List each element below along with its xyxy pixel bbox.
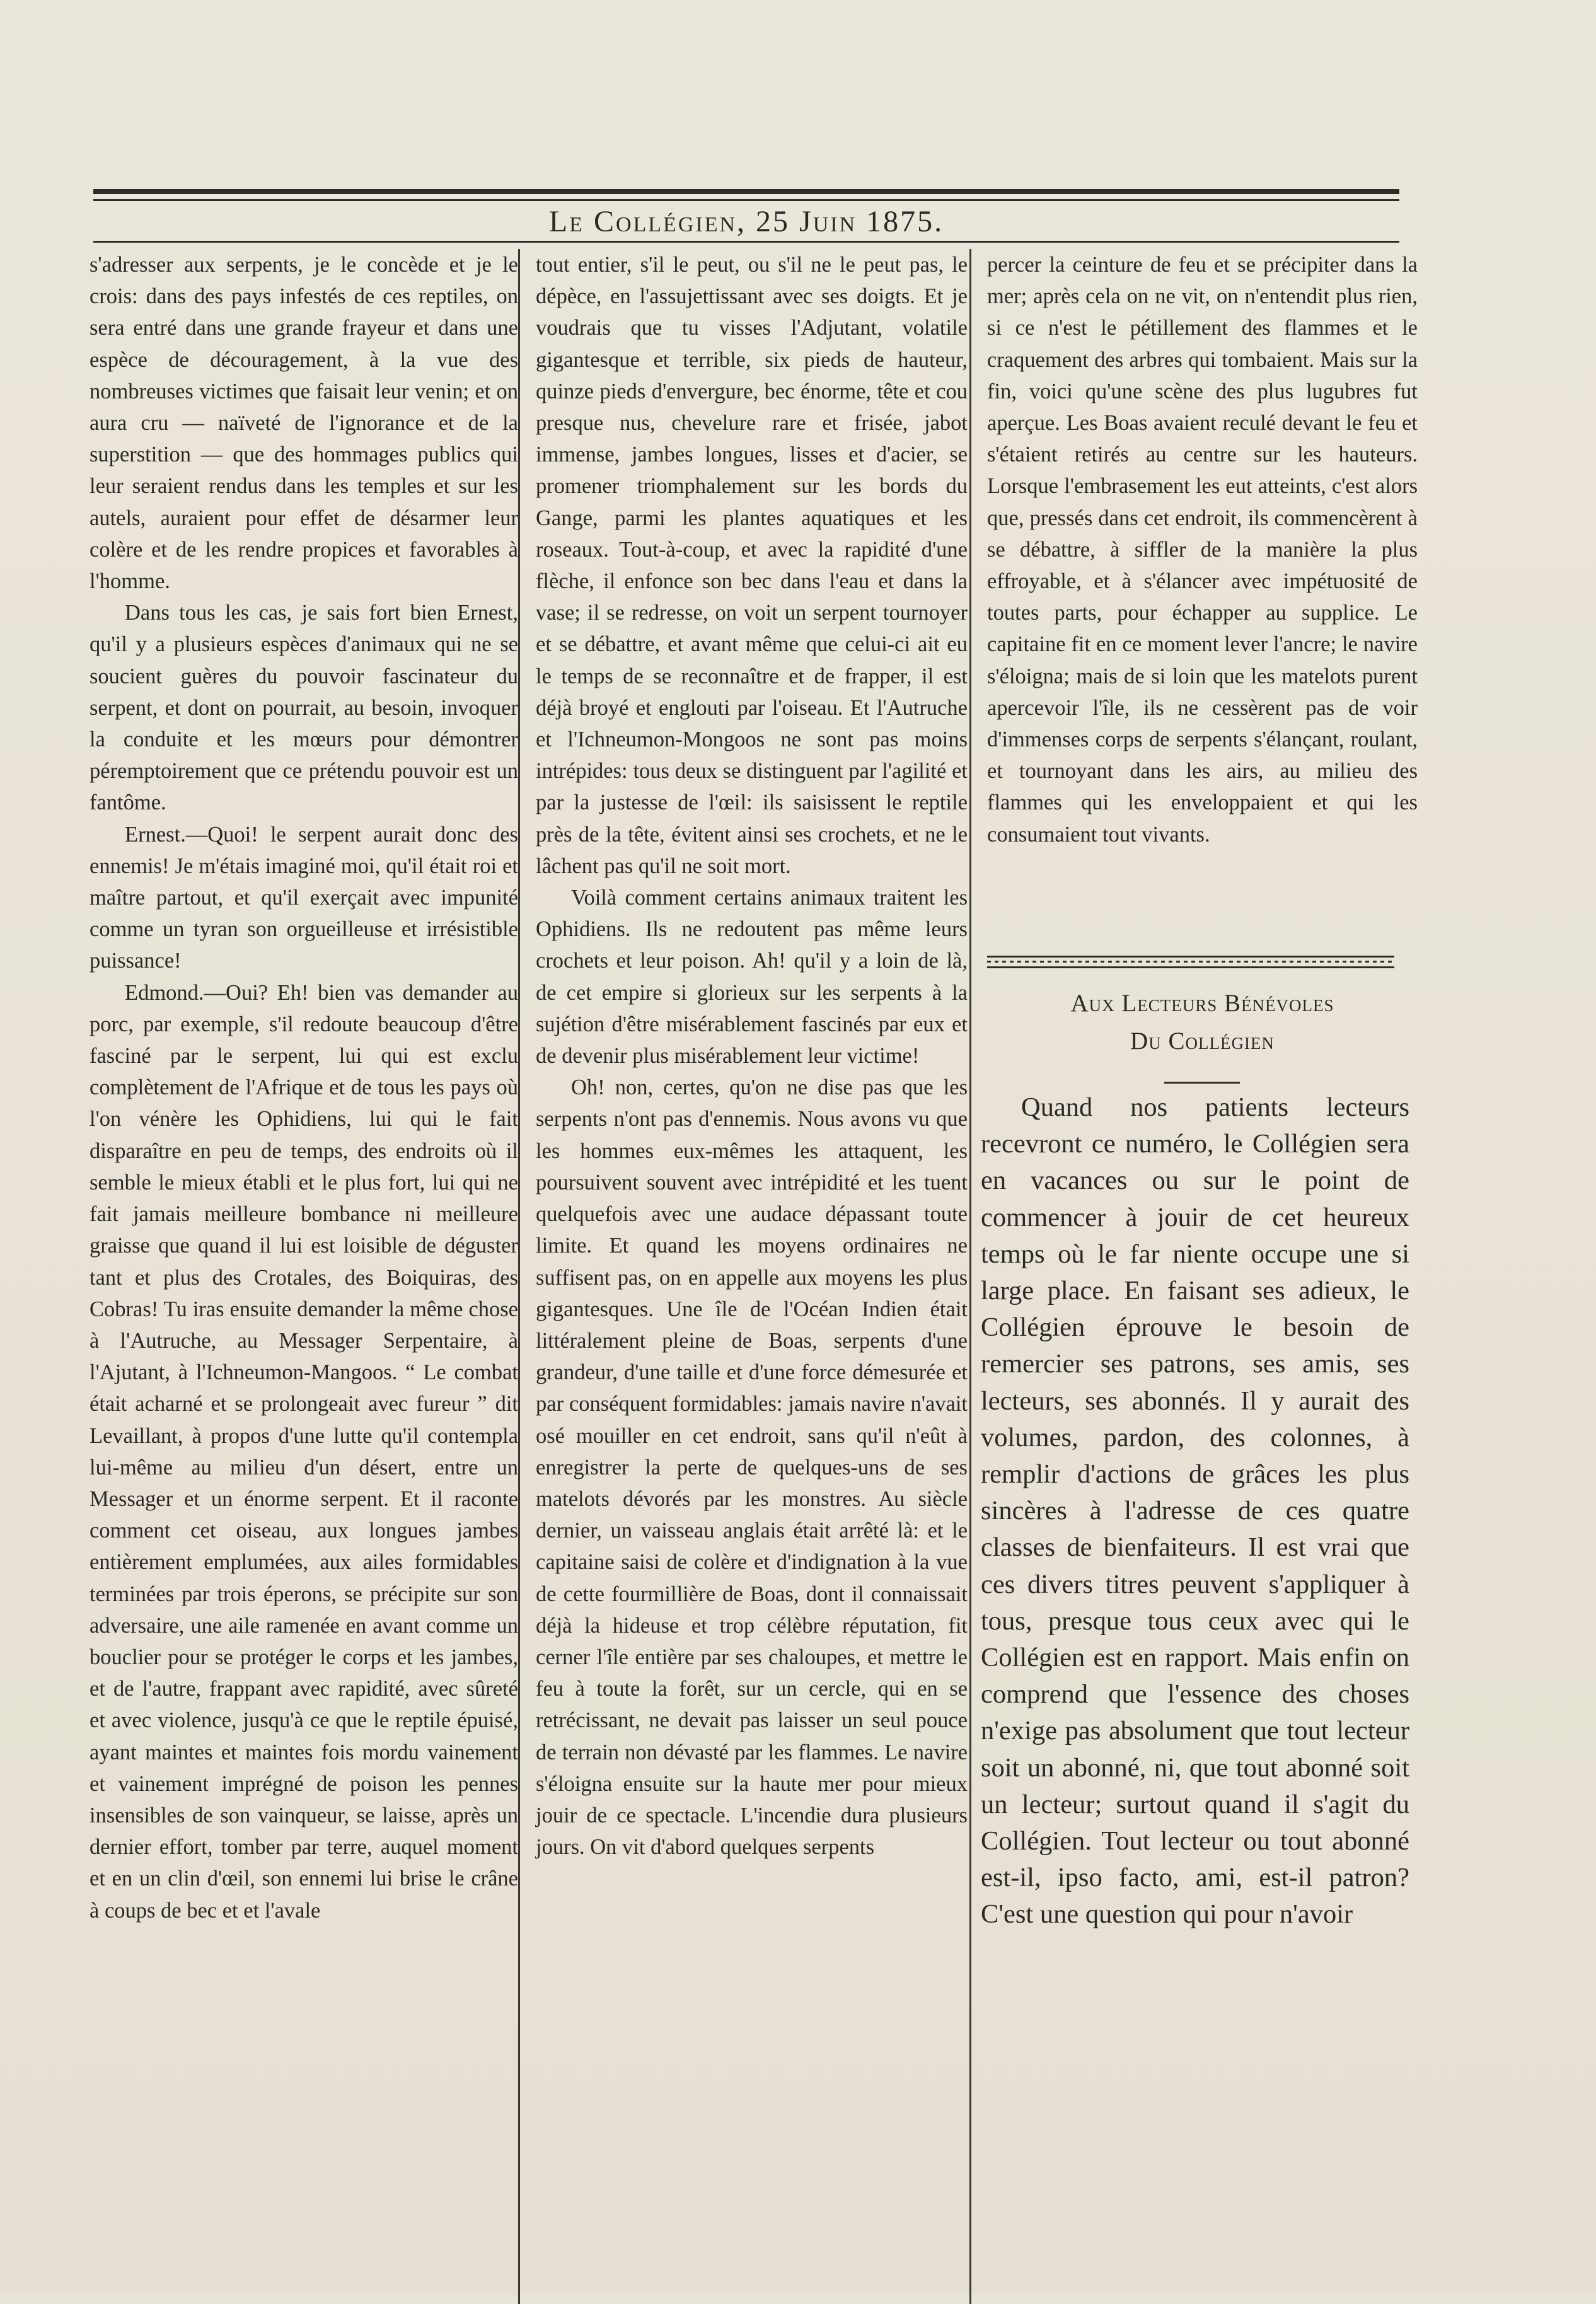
paragraph: percer la ceinture de feu et se précipiter dans la mer; après cela on ne vit, on n'entendit plus rien, si ce n'est le pétillement des flammes et le craquement des arbres qui tombaient. Mais sur la fin, voici qu'une scène des plus lugubres fut aperçue. Les Boas avaient reculé devant le feu et s'étaient retirés au centre sur les hauteurs. Lorsque l'embrasement les eut atteints, c'est alors que, pressés dans cet endroit, ils commencèrent à se débattre, à siffler de la manière la plus effroyable, et à s'élancer avec impétuosité de toutes parts, pour échapper au supplice. Le capitaine fit en ce moment lever l'ancre; le navire s'éloigna; mais de si loin que les matelots purent apercevoir l'île, ils ne cessèrent pas de voir d'immenses corps de serpents s'élançant, roulant, et tournoyant dans les airs, au milieu des flammes qui les enveloppaient et qui les consumaient tout vivants. xyxy=(987,253,1418,847)
column-2 xyxy=(536,249,968,1863)
column-1 xyxy=(90,249,518,1926)
article-body xyxy=(981,1089,1409,1933)
paragraph: Voilà comment certains animaux traitent les Ophidiens. Ils ne redoutent pas même leurs crochets et leur poison. Ah! qu'il y a loin de là, de cet empire si glorieux sur les serpents à la sujétion d'être misérablement fascinés par eux et de devenir plus misérablement leur victime! xyxy=(536,886,968,1068)
column-3 xyxy=(987,249,1418,850)
header-thick-rule xyxy=(93,189,1399,194)
paragraph: Ernest.—Quoi! le serpent aurait donc des ennemis! Je m'étais imaginé moi, qu'il était roi et maître partout, et qu'il exerçait avec impunité comme un tyran son orgueilleuse et irrésistible puissance! xyxy=(90,822,518,973)
article-title xyxy=(987,985,1418,1060)
title-underline xyxy=(1164,1082,1240,1084)
paragraph: Edmond.—Oui? Eh! bien vas demander au porc, par exemple, s'il redoute beaucoup d'être fasciné par le serpent, lui qui est exclu complètement de l'Afrique et de tous les pays où l'on vénère les Ophidiens, lui qui le fait disparaître en peu de temps, des endroits où il semble le mieux établi et le plus fort, lui qui ne fait jamais meilleure bombance ni meilleure graisse que quand il lui est loisible de déguster tant et plus des Crotales, des Boiquiras, des Cobras! Tu iras ensuite demander la même chose à l'Autruche, au Messager Serpentaire, à l'Ajutant, à l'Ichneumon-Mangoos. “ Le combat était acharné et se prolongeait avec fureur ” dit Levaillant, à propos d'une lutte qu'il contempla lui-même au milieu d'un désert, entre un Messager et un énorme serpent. Et il raconte comment cet oiseau, aux longues jambes entièrement emplumées, aux ailes formidables terminées par trois éperons, se précipite sur son adversaire, une aile ramenée en avant comme un bouclier pour se protéger le corps et les jambes, et de l'autre, frappant avec rapidité, avec sûreté et avec violence, jusqu'à ce que le reptile épuisé, ayant maintes et maintes fois mordu vainement et vainement imprégné de poison les pennes insensibles de son vainqueur, se laisse, après un dernier effort, tomber par terre, auquel moment et en un clin d'œil, son ennemi lui brise le crâne à coups de bec et et l'avale xyxy=(90,980,518,1923)
column-divider xyxy=(518,249,520,2304)
masthead-running-title: Le Collégien, 25 Juin 1875. xyxy=(548,205,944,238)
paragraph: Oh! non, certes, qu'on ne dise pas que les serpents n'ont pas d'ennemis. Nous avons vu que les hommes eux-mêmes les attaquent, les poursuivent souvent avec intrépidité et les tuent quelquefois avec une audace dépassant toute limite. Et quand les moyens ordinaires ne suffisent pas, on en appelle aux moyens les plus gigantesques. Une île de l'Océan Indien était littéralement pleine de Boas, serpents d'une grandeur, d'une taille et d'une force démesurée et par conséquent formidables: jamais navire n'avait osé mouiller en cet endroit, sans qu'il n'eût à enregistrer la perte de quelques-uns de ses matelots dévorés par les monstres. Au siècle dernier, un vaisseau anglais était arrêté là: et le capitaine saisi de colère et d'indignation à la vue de cette fourmillière de Boas, dont il connaissait déjà la hideuse et trop célèbre réputation, fit cerner l'île entière par ses chaloupes, et mettre le feu à toute la forêt, sur un cercle, qui en se retrécissant, ne devait pas laisser un seul pouce de terrain non dévasté par les flammes. Le navire s'éloigna ensuite sur la haute mer pour mieux jouir de ce spectacle. L'incendie dura plusieurs jours. On vit d'abord quelques serpents xyxy=(536,1075,968,1860)
paragraph: Quand nos patients lecteurs recevront ce numéro, le Collégien sera en vacances ou sur le point de commencer à jouir de cet heureux temps où le far niente occupe une si large place. En faisant ses adieux, le Collégien éprouve le besoin de remercier ses patrons, ses amis, ses lecteurs, ses abonnés. Il y aurait des volumes, pardon, des colonnes, à remplir d'actions de grâces les plus sincères à l'adresse de ces quatre classes de bienfaiteurs. Il est vrai que ces divers titres peuvent s'appliquer à tous, presque tous ceux avec qui le Collégien est en rapport. Mais enfin on comprend que l'essence des choses n'exige pas absolument que tout lecteur soit un abonné, ni, que tout abonné soit un lecteur; surtout quand il s'agit du Collégien. Tout lecteur ou tout abonné est-il, ipso facto, ami, est-il patron? C'est une question qui pour n'avoir xyxy=(981,1092,1409,1930)
column-divider xyxy=(969,249,971,2304)
article-separator xyxy=(987,956,1394,968)
paragraph: tout entier, s'il le peut, ou s'il ne le peut pas, le dépèce, en l'assujettissant avec ses doigts. Et je voudrais que tu visses l'Adjutant, volatile gigantesque et terrible, six pieds de hauteur, quinze pieds d'envergure, bec énorme, tête et cou presque nus, chevelure rare et frisée, jabot immense, jambes longues, lisses et d'acier, se promener triomphalement sur les bords du Gange, parmi les plantes aquatiques et les roseaux. Tout-à-coup, et avec la rapidité d'une flèche, il enfonce son bec dans l'eau et dans la vase; il se redresse, on voit un serpent tournoyer et se débattre, et avant même que celui-ci ait eu le temps de se reconnaître et de frapper, il est déjà broyé et englouti par l'oiseau. Et l'Autruche et l'Ichneumon-Mongoos ne sont pas moins intrépides: tous deux se distinguent par l'agilité et par la justesse de l'œil: ils saisissent le reptile près de la tête, évitent ainsi ses crochets, et ne le lâchent pas qu'il ne soit mort. xyxy=(536,253,968,878)
article-title-line-1: Aux Lecteurs Bénévoles xyxy=(1070,990,1334,1017)
header-thin-rule xyxy=(93,199,1399,201)
paragraph: Dans tous les cas, je sais fort bien Ernest, qu'il y a plusieurs espèces d'animaux qui ne se soucient guères du pouvoir fascinateur du serpent, et dont on pourrait, au besoin, invoquer la conduite et les mœurs pour démontrer péremptoirement que ce prétendu pouvoir est un fantôme. xyxy=(90,601,518,815)
article-title-line-2: Du Collégien xyxy=(1130,1028,1275,1055)
paragraph: s'adresser aux serpents, je le concède et je le crois: dans des pays infestés de ces reptiles, on sera entré dans une grande frayeur et dans une espèce de découragement, à la vue des nombreuses victimes que faisait leur venin; et on aura cru — naïveté de l'ignorance et de la superstition — que des hommages publics qui leur seraient rendus dans les temples et sur les autels, auraient pour effet de désarmer leur colère et de les rendre propices et favorables à l'homme. xyxy=(90,253,518,594)
page-header xyxy=(93,189,1399,246)
header-bottom-rule xyxy=(93,241,1399,243)
